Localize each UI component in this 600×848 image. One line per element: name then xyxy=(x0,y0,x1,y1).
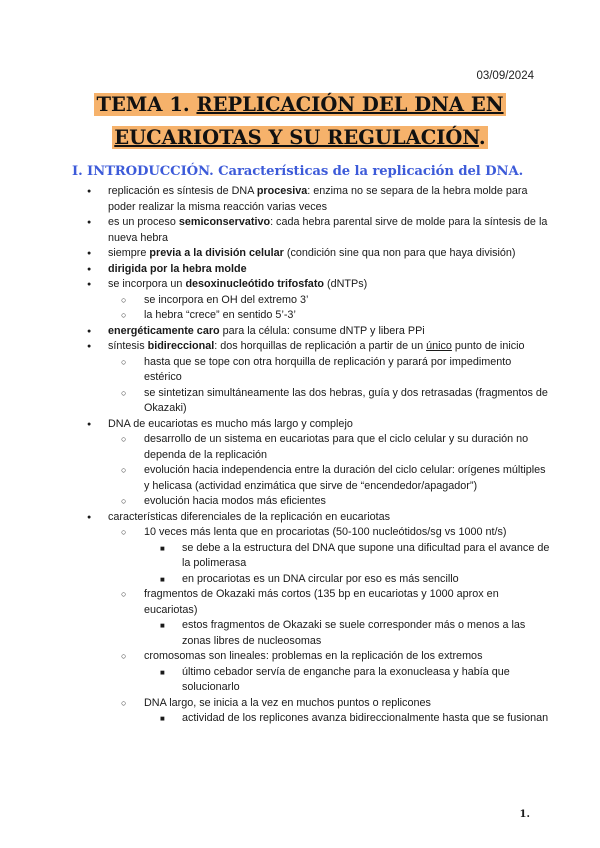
sub-list-item: ○ se sintetizan simultáneamente las dos hebras, guía y dos retrasadas (fragmentos de Okazaki) xyxy=(116,386,550,417)
sub-list-item: ○ hasta que se tope con otra horquilla de replicación y parará por impedimento estérico xyxy=(116,355,550,386)
sub-list xyxy=(116,432,550,510)
list-item: ● siempre previa a la división celular (condición sine qua non para que haya división) xyxy=(80,246,550,262)
sub-sub-list-item: ■ último cebador servía de enganche para la exonucleasa y había que solucionarlo xyxy=(154,665,550,696)
sub-list-item: ○ 10 veces más lenta que en procariotas (50-100 nucleótidos/sg vs 1000 nt/s) ■ se debe a la estructura del DNA que supone una dificultad para el avance de la polimerasa ■ en procariotas es un DNA circular por eso es más sencillo xyxy=(116,525,550,587)
sub-sub-list-item: ■ estos fragmentos de Okazaki se suele corresponder más o menos a las zonas libres de nucleosomas xyxy=(154,618,550,649)
list-item: ● se incorpora un desoxinucleótido trifosfato (dNTPs) ○ se incorpora en OH del extremo 3’ ○ la hebra “crece” en sentido 5’-3’ xyxy=(80,277,550,324)
sub-list xyxy=(116,293,550,324)
sub-sub-list xyxy=(154,541,550,588)
sub-list-item: ○ se incorpora en OH del extremo 3’ xyxy=(116,293,550,309)
title-line-1: REPLICACIÓN DEL DNA EN xyxy=(196,93,504,116)
bullet-list xyxy=(80,184,550,727)
sub-sub-list xyxy=(154,618,550,649)
sub-sub-list-item: ■ actividad de los replicones avanza bidireccionalmente hasta que se fusionan xyxy=(154,711,550,727)
title-prefix: TEMA 1. xyxy=(96,93,197,116)
sub-list-item: ○ cromosomas son lineales: problemas en la replicación de los extremos ■ último cebador servía de enganche para la exonucleasa y había que solucionarlo xyxy=(116,649,550,696)
page-number: 1. xyxy=(519,809,530,820)
sub-list-item: ○ evolución hacia independencia entre la duración del ciclo celular: orígenes múltiples y helicasa (actividad enzimática que sirve de “encendedor/apagador”) xyxy=(116,463,550,494)
sub-list xyxy=(116,525,550,727)
notes-content xyxy=(80,184,550,727)
sub-list-item: ○ fragmentos de Okazaki más cortos (135 bp en eucariotas y 1000 aprox en eucariotas) ■ estos fragmentos de Okazaki se suele corresponder más o menos a las zonas libres de nucleosomas xyxy=(116,587,550,649)
list-item: ● es un proceso semiconservativo: cada hebra parental sirve de molde para la síntesis de la nueva hebra xyxy=(80,215,550,246)
list-item: ● energéticamente caro para la célula: consume dNTP y libera PPi xyxy=(80,324,550,340)
document-date: 03/09/2024 xyxy=(476,70,534,82)
sub-list xyxy=(116,355,550,417)
sub-list-item: ○ evolución hacia modos más eficientes xyxy=(116,494,550,510)
sub-sub-list xyxy=(154,711,550,727)
sub-list-item: ○ desarrollo de un sistema en eucariotas para que el ciclo celular y su duración no dependa de la replicación xyxy=(116,432,550,463)
list-item: ● dirigida por la hebra molde xyxy=(80,262,550,278)
sub-sub-list-item: ■ se debe a la estructura del DNA que supone una dificultad para el avance de la polimerasa xyxy=(154,541,550,572)
title-suffix: . xyxy=(478,126,486,149)
sub-list-item: ○ la hebra “crece” en sentido 5’-3’ xyxy=(116,308,550,324)
list-item: ● características diferenciales de la replicación en eucariotas ○ 10 veces más lenta que en procariotas (50-100 nucleótidos/sg vs 1000 nt/s) ■ se debe a la estructura del DNA que supone una dificultad para el avance de la polimerasa ■ en procariotas es un DNA circular por eso es más sencillo ○ fragmentos de Okazaki más cortos (135 bp en eucariotas y 1000 aprox en eucariotas) ■ estos fragmentos de Okazaki se suele corresponder más o menos a las zonas libres de nucleosomas ○ cromosomas son lineales: problemas en la replicación de los extremos ■ último cebador servía de enganche para la exonucleasa y había que solucionarlo ○ DNA largo, se inicia a la vez en muchos puntos o replicones ■ actividad de los replicones avanza bidireccionalmente hasta que se fusionan xyxy=(80,510,550,727)
title-line-2: EUCARIOTAS Y SU REGULACIÓN xyxy=(114,126,479,149)
list-item: ● DNA de eucariotas es mucho más largo y complejo ○ desarrollo de un sistema en eucariotas para que el ciclo celular y su duración no dependa de la replicación ○ evolución hacia independencia entre la duración del ciclo celular: orígenes múltiples y helicasa (actividad enzimática que sirve de “encendedor/apagador”) ○ evolución hacia modos más eficientes xyxy=(80,417,550,510)
sub-list-item: ○ DNA largo, se inicia a la vez en muchos puntos o replicones ■ actividad de los replicones avanza bidireccionalmente hasta que se fusionan xyxy=(116,696,550,727)
section-heading: I. INTRODUCCIÓN. Características de la replicación del DNA. xyxy=(72,164,524,179)
list-item: ● replicación es síntesis de DNA procesiva: enzima no se separa de la hebra molde para poder realizar la misma reacción varias veces xyxy=(80,184,550,215)
sub-sub-list-item: ■ en procariotas es un DNA circular por eso es más sencillo xyxy=(154,572,550,588)
document-title xyxy=(0,88,600,154)
list-item: ● síntesis bidireccional: dos horquillas de replicación a partir de un único punto de inicio ○ hasta que se tope con otra horquilla de replicación y parará por impedimento estérico ○ se sintetizan simultáneamente las dos hebras, guía y dos retrasadas (fragmentos de Okazaki) xyxy=(80,339,550,417)
sub-sub-list xyxy=(154,665,550,696)
